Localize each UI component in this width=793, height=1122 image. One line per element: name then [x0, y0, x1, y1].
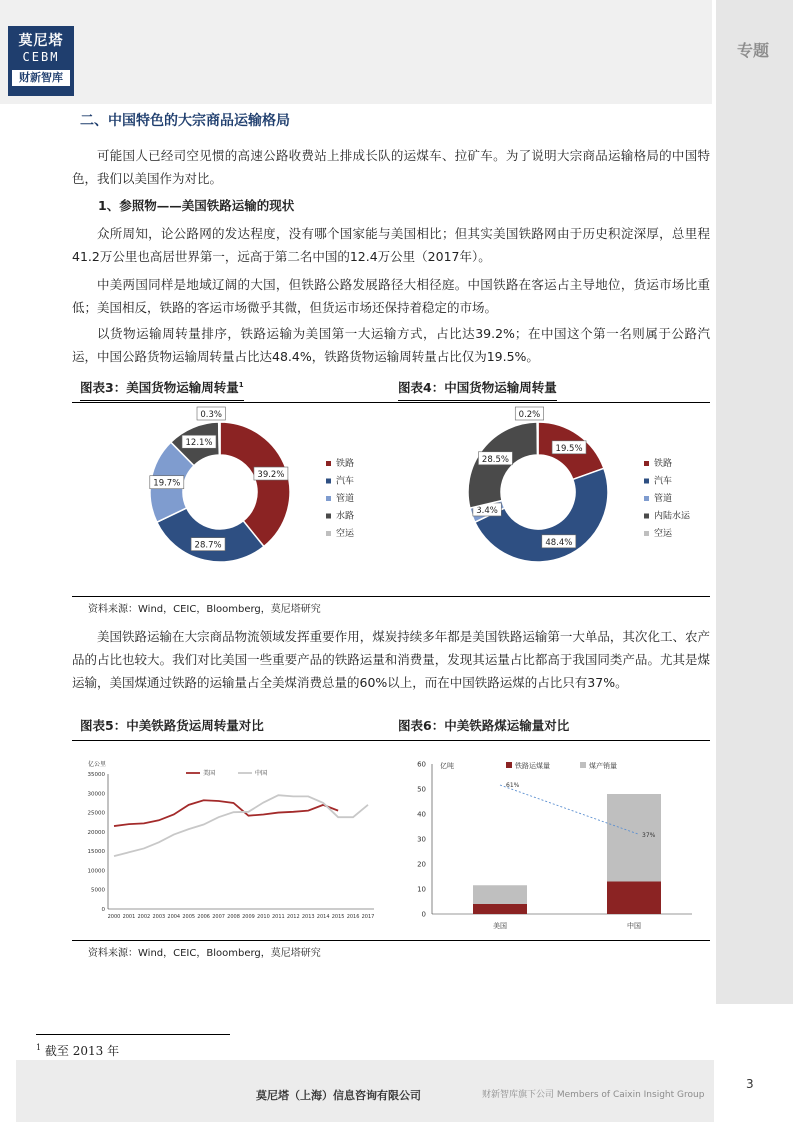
pie4-legend-swatch-2: [644, 496, 649, 501]
figure-bottom-rule-2: [72, 940, 710, 941]
paragraph-4: 以货物运输周转量排序，铁路运输为美国第一大运输方式，占比达39.2%；在中国这个第一名则属于公路汽运，中国公路货物运输周转量占比达48.4%，铁路货物运输周转量占比仅为19.5%。: [72, 326, 710, 364]
pie4-legend-2: 管道: [654, 494, 673, 504]
pie3-label-4: 0.3%: [200, 410, 223, 421]
bar-annotation-0: 61%: [506, 782, 520, 789]
line-xtick-8: 2008: [227, 914, 240, 920]
line-legend-0: 美国: [203, 770, 216, 777]
bar-coal-rail-1: [607, 882, 661, 915]
pie3-legend-4: 空运: [336, 529, 355, 539]
pie3-legend-swatch-4: [326, 531, 331, 536]
pie4-legend-swatch-3: [644, 514, 649, 519]
pie3-legend-2: 管道: [336, 494, 355, 504]
top-header-bar: [0, 0, 712, 104]
bar-coal-rail-0: [473, 904, 527, 914]
pie3-label-1: 28.7%: [194, 540, 222, 551]
coal-rail-bar-chart: [402, 752, 702, 934]
line-xtick-6: 2006: [197, 914, 211, 920]
pie3-legend-3: 水路: [336, 511, 355, 522]
pie4-legend-4: 空运: [654, 529, 673, 539]
logo-sub: 财新智库: [12, 70, 70, 86]
pie3-legend-swatch-1: [326, 479, 331, 484]
bar-xtick-1: 中国: [627, 922, 641, 930]
line-xtick-5: 2005: [182, 914, 196, 920]
line-xtick-9: 2009: [242, 914, 255, 920]
right-sidebar: [716, 0, 793, 1004]
figure-bottom-rule: [72, 596, 710, 597]
figure-3-note: 1: [238, 380, 244, 389]
pie4-legend-swatch-1: [644, 479, 649, 484]
bar-ytick-4: 40: [417, 810, 426, 819]
figure-4-title: 图表4：中国货物运输周转量: [398, 378, 557, 401]
pie4-label-4: 0.2%: [518, 410, 541, 421]
pie4-legend-0: 铁路: [654, 459, 673, 469]
page-number: 3: [746, 1077, 754, 1091]
rail-freight-line-chart: [76, 752, 382, 928]
bar-ytick-1: 10: [417, 885, 426, 894]
line-ytick-2: 10000: [87, 868, 105, 875]
pie4-legend-swatch-0: [644, 461, 649, 466]
logo-cn: 莫尼塔: [18, 33, 64, 49]
footnote-mark: 1: [36, 1043, 42, 1052]
line-xtick-3: 2003: [152, 914, 166, 920]
bar-xtick-0: 美国: [493, 922, 507, 930]
figure-3-title-text: 图表3：美国货物运输周转量: [80, 380, 239, 395]
bar-legend-swatch-1: [580, 762, 586, 768]
footnote: [36, 1042, 119, 1059]
bar-ytick-0: 0: [421, 910, 426, 919]
bar-legend-swatch-0: [506, 762, 512, 768]
pie3-label-3: 12.1%: [185, 438, 213, 449]
line-xtick-15: 2015: [331, 914, 345, 920]
source-note-1: 资料来源：Wind，CEIC，Bloomberg，莫尼塔研究: [88, 604, 321, 615]
line-xtick-10: 2010: [257, 914, 270, 920]
pie3-legend-swatch-0: [326, 461, 331, 466]
line-ytick-7: 35000: [87, 772, 105, 778]
pie3-slice-4: [219, 422, 220, 455]
line-xtick-0: 2000: [107, 914, 121, 920]
page-footer: [16, 1060, 714, 1122]
line-xtick-7: 2007: [212, 914, 225, 920]
line-ytick-1: 5000: [91, 887, 105, 894]
line-ytick-5: 25000: [87, 810, 105, 817]
logo-en: CEBM: [22, 50, 60, 64]
pie3-label-2: 19.7%: [153, 478, 181, 489]
figure-top-rule-2: [72, 740, 710, 741]
pie4-legend-1: 汽车: [654, 476, 673, 487]
line-xtick-11: 2011: [271, 914, 285, 920]
pie3-legend-swatch-2: [326, 496, 331, 501]
us-freight-donut-chart: [72, 404, 392, 596]
figure-6-title: 图表6：中美铁路煤运输量对比: [398, 718, 570, 733]
bar-coal-total-0: [473, 885, 527, 904]
line-legend-1: 中国: [255, 770, 268, 777]
bar-annotation-1: 37%: [642, 832, 656, 839]
subheading-1: 1、参照物——美国铁路运输的现状: [98, 198, 295, 213]
bar-ytick-5: 50: [417, 785, 426, 794]
pie3-legend-swatch-3: [326, 514, 331, 519]
line-series-0: [114, 800, 338, 826]
footnote-rule: [36, 1034, 230, 1035]
line-xtick-1: 2001: [122, 914, 136, 920]
section-title: 二、中国特色的大宗商品运输格局: [80, 113, 290, 129]
line-xtick-16: 2016: [346, 914, 360, 920]
pie3-legend-0: 铁路: [336, 459, 355, 469]
pie3-label-0: 39.2%: [257, 470, 285, 481]
figure-3-title: [80, 378, 244, 401]
paragraph-2: 众所周知，论公路网的发达程度，没有哪个国家能与美国相比；但其实美国铁路网由于历史积淀深厚，总里程41.2万公里也高居世界第一，远高于第二名中国的12.4万公里（2017年）。: [72, 226, 710, 264]
figure-5-title: 图表5：中美铁路货运周转量对比: [80, 718, 264, 733]
figure-top-rule: [72, 402, 710, 403]
source-note-2: 资料来源：Wind，CEIC，Bloomberg，莫尼塔研究: [88, 948, 321, 959]
line-ylabel: 亿公里: [88, 761, 107, 768]
line-xtick-2: 2002: [137, 914, 151, 920]
line-xtick-13: 2013: [301, 914, 315, 920]
line-ytick-0: 0: [101, 907, 105, 913]
company-logo: [8, 26, 74, 96]
side-tag: 专题: [736, 41, 769, 60]
pie3-legend-1: 汽车: [336, 476, 355, 487]
paragraph-5: 美国铁路运输在大宗商品物流领域发挥重要作用，煤炭持续多年都是美国铁路运输第一大单品，其次化工、农产品的占比也较大。我们对比美国一些重要产品的铁路运量和消费量，发现其运量占比都高于我国同类产品。尤其是煤运输，美国煤通过铁路的运输量占全美煤消费总量的60%以上，而在中国铁路运煤的占比只有37%。: [72, 629, 710, 690]
line-ytick-3: 15000: [87, 849, 105, 856]
bar-legend-1: 煤产销量: [589, 762, 617, 770]
footnote-text: 截至 2013 年: [44, 1044, 120, 1058]
pie4-legend-swatch-4: [644, 531, 649, 536]
paragraph-1: 可能国人已经司空见惯的高速公路收费站上排成长队的运煤车、拉矿车。为了说明大宗商品运输格局的中国特色，我们以美国作为对比。: [72, 148, 710, 186]
pie4-label-0: 19.5%: [555, 443, 583, 454]
pie4-label-2: 3.4%: [476, 505, 498, 516]
line-ytick-6: 30000: [87, 791, 105, 798]
line-xtick-4: 2004: [167, 914, 181, 920]
pie4-slice-4: [537, 422, 538, 455]
line-xtick-12: 2012: [286, 914, 300, 920]
bar-ylabel: 亿吨: [440, 762, 454, 770]
line-xtick-17: 2017: [361, 914, 375, 920]
bar-ytick-2: 20: [417, 860, 426, 869]
line-xtick-14: 2014: [316, 914, 330, 920]
pie4-label-3: 28.5%: [481, 454, 509, 465]
pie4-legend-3: 内陆水运: [654, 511, 691, 522]
footer-company: 莫尼塔（上海）信息咨询有限公司: [256, 1089, 421, 1102]
bar-legend-0: 铁路运煤量: [515, 762, 550, 770]
cn-freight-donut-chart: [390, 404, 712, 596]
footer-member: 财新智库旗下公司 Members of Caixin Insight Group: [482, 1090, 705, 1100]
pie4-label-1: 48.4%: [545, 537, 573, 548]
bar-ytick-6: 60: [417, 760, 426, 769]
bar-ytick-3: 30: [417, 835, 426, 844]
paragraph-3: 中美两国同样是地域辽阔的大国，但铁路公路发展路径大相径庭。中国铁路在客运占主导地位，货运市场比重低；美国相反，铁路的客运市场微乎其微，但货运市场还保持着稳定的市场。: [72, 277, 710, 315]
line-series-1: [114, 795, 368, 856]
line-ytick-4: 20000: [87, 829, 105, 836]
